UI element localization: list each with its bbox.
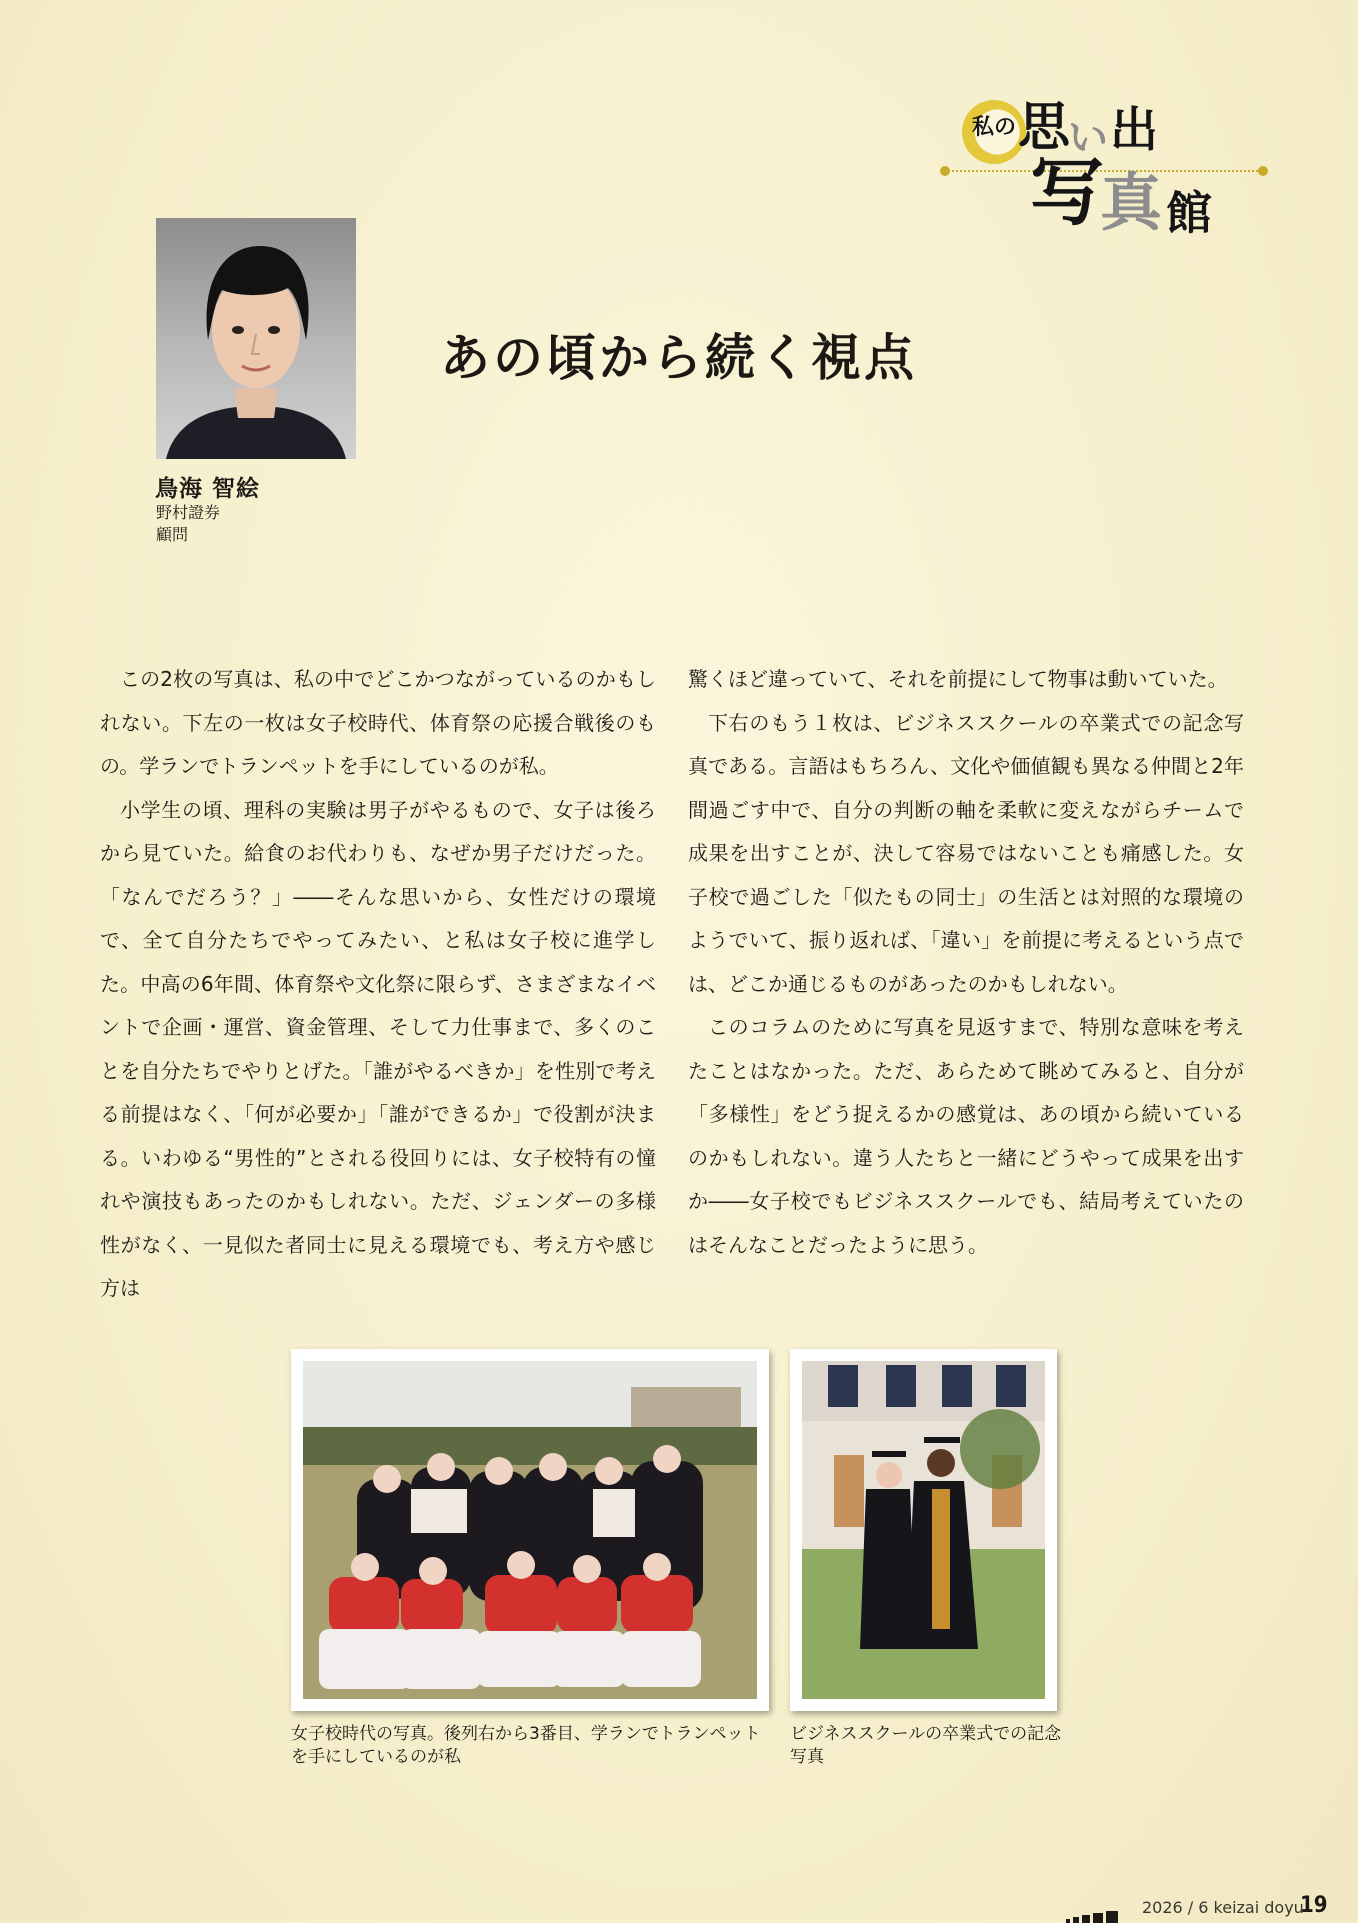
photo-graduation-image	[790, 1349, 1057, 1711]
article-paragraph: 下右のもう１枚は、ビジネススクールの卒業式での記念写真である。言語はもちろん、文化や価値観も異なる仲間と2年間過ごす中で、自分の判断の軸を柔軟に変えながらチームで成果を出すことが、決して容易ではないことも痛感した。女子校で過ごした「似たもの同士」の生活とは対照的な環境のようでいて、振り返れば、「違い」を前提に考えるという点では、どこか通じるものがあったのかもしれない。	[688, 710, 1244, 996]
series-title-char: 出	[1110, 102, 1159, 158]
article-column-left	[100, 658, 656, 1311]
photo-graduation	[790, 1349, 1057, 1711]
article-paragraph: 小学生の頃、理科の実験は男子がやるもので、女子は後ろから見ていた。給食のお代わりも、なぜか男子だけだった。「なんでだろう？」――そんな思いから、女性だけの環境で、全て自分たちでやってみたい、と私は女子校に進学した。中高の6年間、体育祭や文化祭に限らず、さまざまなイベントで企画・運営、資金管理、そして力仕事まで、多くのことを自分たちでやりとげた。「誰がやるべきか」を性別で考える前提はなく、「何が必要か」「誰ができるか」で役割が決まる。いわゆる“男性的”とされる役回りには、女子校特有の憧れや演技もあったのかもしれない。ただ、ジェンダーの多様性がなく、一見似た者同士に見える環境でも、考え方や感じ方は	[100, 797, 656, 1300]
series-title-char: 館	[1166, 186, 1212, 240]
footer-issue: 2026 / 6 keizai doyu	[1142, 1898, 1304, 1917]
photo-school	[291, 1349, 769, 1711]
article-paragraph: 驚くほど違っていて、それを前提にして物事は動いていた。	[688, 667, 1228, 691]
article-paragraph: このコラムのために写真を見返すまで、特別な意味を考えたことはなかった。ただ、あらためて眺めてみると、自分が「多様性」をどう捉えるかの感覚は、あの頃から続いているのかもしれない。違う人たちと一緒にどうやって成果を出すか――女子校でもビジネススクールでも、結局考えていたのはそんなことだったように思う。	[688, 1015, 1244, 1257]
author-company: 野村證券	[156, 503, 221, 522]
article-column-right	[688, 658, 1244, 1267]
series-title-char: 思	[1018, 97, 1071, 158]
caption-graduation-photo: ビジネススクールの卒業式での記念写真	[790, 1724, 1062, 1767]
caption-school-photo: 女子校時代の写真。後列右から3番目、学ランでトランペットを手にしているのが私	[291, 1724, 761, 1767]
portrait-illustration	[156, 218, 356, 459]
page-number: 19	[1300, 1893, 1328, 1918]
footer-square-marks-icon	[1066, 1904, 1121, 1923]
series-title-char: 写	[1030, 150, 1104, 236]
logo-dot-icon	[1258, 166, 1268, 176]
photo-school-image	[291, 1349, 769, 1711]
author-position: 顧問	[156, 525, 189, 544]
author-portrait	[156, 218, 356, 459]
logo-dot-icon	[940, 166, 950, 176]
series-logo	[940, 92, 1270, 262]
series-title-small: 私の	[972, 114, 1017, 140]
series-title-char: 真	[1100, 166, 1163, 239]
series-title-char: い	[1068, 114, 1108, 161]
article-title: あの頃から続く視点	[440, 328, 917, 387]
article-paragraph: この2枚の写真は、私の中でどこかつながっているのかもしれない。下左の一枚は女子校時代、体育祭の応援合戦後のもの。学ランでトランペットを手にしているのが私。	[100, 667, 656, 778]
author-name: 鳥海 智絵	[155, 476, 261, 502]
